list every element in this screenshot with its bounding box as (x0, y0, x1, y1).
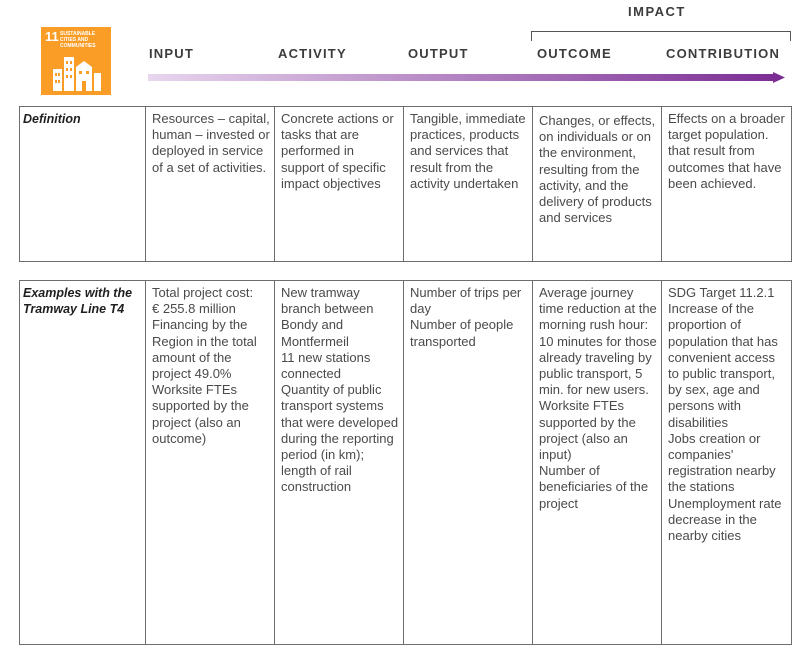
list-item: Financing by the Region in the total (152, 317, 257, 349)
list-item: New tramway branch between Bondy and Montfermeil (281, 285, 374, 349)
definition-table (19, 106, 792, 262)
impact-bracket (531, 31, 791, 41)
list-item: Number of trips per day (410, 285, 522, 317)
stage-output: OUTPUT (408, 46, 469, 61)
city-buildings-icon (49, 51, 103, 91)
list-item: 11 new stations connected (281, 349, 371, 382)
examples-outcome (533, 281, 662, 645)
sdg-number: 11 (45, 29, 59, 44)
examples-contribution (662, 281, 792, 645)
progression-arrow (148, 72, 785, 83)
list-item: Average journey time reduction at the morning rush hour: 10 minutes for those already traveling by public transport, 5 min. for new users. Worksite FTEs supported by the project (also an input) (539, 285, 657, 463)
list-item: that were developed during the reporting period (in km); length of rail construction (281, 414, 399, 495)
list-item: Number of people transported (410, 317, 514, 349)
stage-activity: ACTIVITY (278, 46, 347, 61)
sdg-label: SUSTAINABLE CITIES AND COMMUNITIES (60, 31, 96, 49)
stage-outcome: OUTCOME (537, 46, 612, 61)
list-item: Jobs creation or companies' registration nearby the stations (668, 430, 776, 495)
list-item: € 255.8 million (152, 301, 236, 317)
examples-row (20, 281, 792, 645)
definition-outcome: Changes, or effects, on individuals or on the environment, resulting from the activity, and the delivery of products and services (533, 107, 662, 262)
list-item: Increase of the proportion of population that has convenient access to public transport, by sex, age and persons with disabilities (668, 301, 778, 430)
examples-label: Examples with the Tramway Line T4 (20, 281, 146, 645)
definition-activity: Concrete actions or tasks that are performed in support of specific impact objectives (275, 107, 404, 262)
definition-output: Tangible, immediate practices, products and services that result from the activity undertaken (404, 107, 533, 262)
sdg-11-badge (41, 27, 111, 95)
impact-heading: IMPACT (628, 4, 686, 19)
list-item: amount of the project 49.0% (152, 349, 232, 382)
stage-input: INPUT (149, 46, 194, 61)
list-item: Quantity of public transport systems (281, 382, 384, 414)
list-item: Total project cost: (152, 285, 254, 300)
stage-contribution: CONTRIBUTION (666, 46, 781, 61)
list-item: SDG Target 11.2.1 (668, 285, 775, 300)
list-item: Worksite FTEs supported by the project (also an outcome) (152, 382, 249, 446)
examples-activity (275, 281, 404, 645)
examples-table (19, 280, 792, 645)
definition-input: Resources – capital, human – invested or deployed in service of a set of activities. (146, 107, 275, 262)
examples-output (404, 281, 533, 645)
definition-row (20, 107, 792, 262)
definition-contribution: Effects on a broader target population. that result from outcomes that have been achieved. (662, 107, 792, 262)
definition-label: Definition (20, 107, 146, 262)
list-item: Number of beneficiaries of the project (539, 463, 649, 511)
list-item: Unemployment rate decrease in the nearby cities (668, 495, 782, 544)
examples-input (146, 281, 275, 645)
